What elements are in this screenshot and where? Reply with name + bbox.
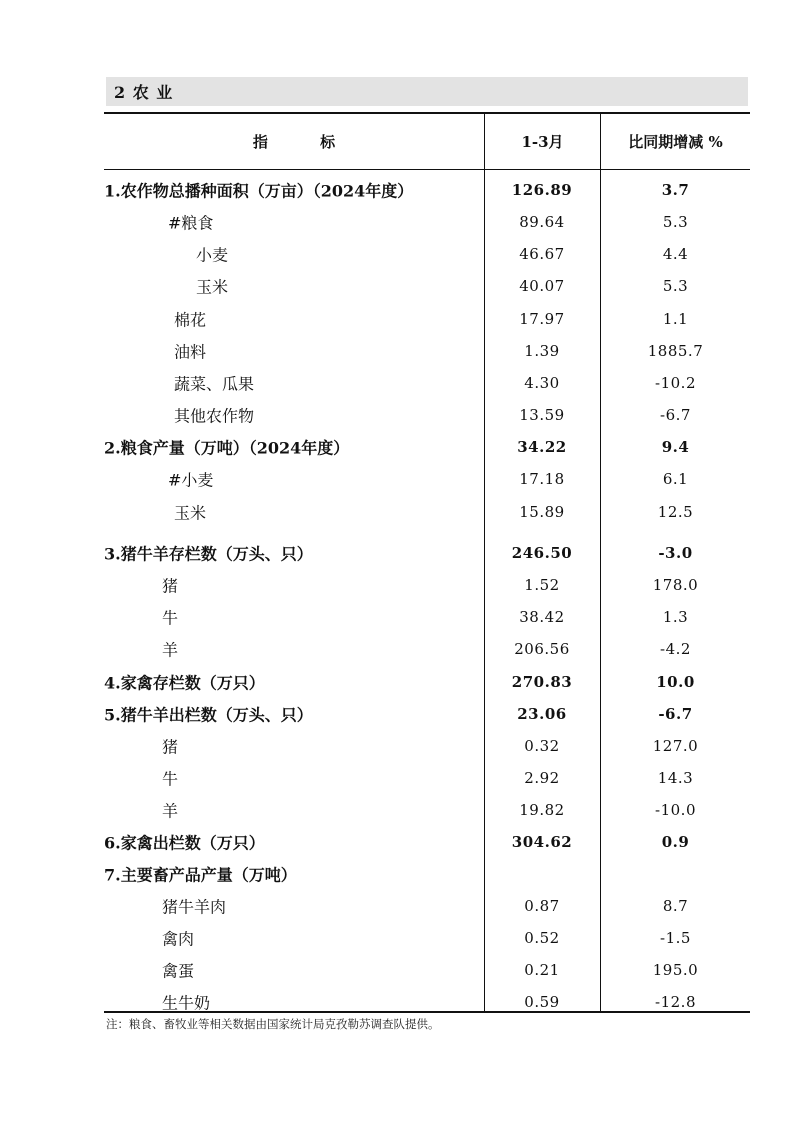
row-label: 其他农作物 xyxy=(174,406,255,426)
row-value-yoy-change: 9.4 xyxy=(661,438,690,456)
row-label: 2.粮食产量（万吨）（2024年度） xyxy=(104,438,350,458)
table-row xyxy=(104,399,750,431)
row-value-1-3-month: 0.21 xyxy=(524,961,560,979)
row-value-1-3-month: 17.18 xyxy=(519,470,565,488)
row-value-1-3-month: 23.06 xyxy=(517,705,567,723)
row-label: 3.猪牛羊存栏数（万头、只） xyxy=(104,544,313,564)
row-value-1-3-month: 4.30 xyxy=(524,374,560,392)
table-row xyxy=(104,303,750,335)
table-row xyxy=(104,270,750,302)
row-value-1-3-month: 270.83 xyxy=(511,673,573,691)
row-value-yoy-change: -10.2 xyxy=(655,374,696,392)
row-value-1-3-month: 246.50 xyxy=(511,544,573,562)
row-value-yoy-change: 1885.7 xyxy=(647,342,704,360)
row-value-yoy-change: -1.5 xyxy=(660,929,691,947)
table-row xyxy=(104,858,750,890)
row-value-1-3-month: 126.89 xyxy=(511,181,573,199)
row-label: 牛 xyxy=(162,769,179,789)
row-label: 玉米 xyxy=(174,503,207,523)
section-title-bar xyxy=(106,77,748,106)
table-row xyxy=(104,367,750,399)
row-label: 油料 xyxy=(174,342,207,362)
row-value-1-3-month: 0.59 xyxy=(524,993,560,1011)
row-label: #小麦 xyxy=(168,470,214,490)
row-label: 4.家禽存栏数（万只） xyxy=(104,673,265,693)
row-value-yoy-change: 3.7 xyxy=(661,181,690,199)
row-value-1-3-month: 34.22 xyxy=(517,438,567,456)
row-value-yoy-change: 6.1 xyxy=(662,470,689,488)
table-row xyxy=(104,698,750,730)
row-value-yoy-change: -6.7 xyxy=(658,705,693,723)
header-indicator: 指 标 xyxy=(252,133,336,151)
row-value-1-3-month: 19.82 xyxy=(519,801,565,819)
footnote: 注：粮食、畜牧业等相关数据由国家统计局克孜勒苏调查队提供。 xyxy=(106,1017,440,1031)
row-label: 1.农作物总播种面积（万亩）（2024年度） xyxy=(104,181,414,201)
row-value-yoy-change: 178.0 xyxy=(652,576,699,594)
table-row xyxy=(104,335,750,367)
table-row xyxy=(104,666,750,698)
table-row xyxy=(104,730,750,762)
row-value-yoy-change: -6.7 xyxy=(660,406,691,424)
table-row xyxy=(104,890,750,922)
row-value-yoy-change: -10.0 xyxy=(655,801,696,819)
table-row xyxy=(104,954,750,986)
section-title: 2 农 业 xyxy=(114,83,174,102)
row-value-1-3-month: 15.89 xyxy=(519,503,565,521)
row-value-1-3-month: 40.07 xyxy=(519,277,565,295)
row-value-yoy-change: 12.5 xyxy=(657,503,694,521)
table-row xyxy=(104,986,750,1018)
row-value-1-3-month: 1.52 xyxy=(524,576,560,594)
row-value-yoy-change: 5.3 xyxy=(662,277,689,295)
header-yoy-change: 比同期增减 % xyxy=(628,133,723,151)
row-label: 禽肉 xyxy=(162,929,195,949)
row-value-yoy-change: -4.2 xyxy=(660,640,691,658)
row-label: #粮食 xyxy=(168,213,214,233)
row-label: 羊 xyxy=(162,801,179,821)
row-value-yoy-change: -12.8 xyxy=(655,993,696,1011)
row-value-yoy-change: 10.0 xyxy=(656,673,695,691)
row-value-yoy-change: -3.0 xyxy=(658,544,693,562)
row-label: 羊 xyxy=(162,640,179,660)
row-value-1-3-month: 304.62 xyxy=(511,833,573,851)
row-label: 6.家禽出栏数（万只） xyxy=(104,833,265,853)
row-label: 5.猪牛羊出栏数（万头、只） xyxy=(104,705,313,725)
row-value-yoy-change: 8.7 xyxy=(662,897,689,915)
row-value-1-3-month: 13.59 xyxy=(519,406,565,424)
table-row xyxy=(104,569,750,601)
row-value-yoy-change: 195.0 xyxy=(652,961,699,979)
row-value-1-3-month: 46.67 xyxy=(519,245,565,263)
table-row xyxy=(104,762,750,794)
table-row xyxy=(104,174,750,206)
row-label: 玉米 xyxy=(196,277,229,297)
row-value-yoy-change: 1.3 xyxy=(662,608,689,626)
row-label: 棉花 xyxy=(174,310,207,330)
row-value-1-3-month: 38.42 xyxy=(519,608,565,626)
table-row xyxy=(104,206,750,238)
table-row xyxy=(104,496,750,528)
row-label: 生牛奶 xyxy=(162,993,211,1013)
row-value-yoy-change: 0.9 xyxy=(661,833,690,851)
row-value-1-3-month: 1.39 xyxy=(524,342,560,360)
row-label: 禽蛋 xyxy=(162,961,195,981)
table-row xyxy=(104,601,750,633)
row-label: 猪 xyxy=(162,737,179,757)
row-value-yoy-change: 14.3 xyxy=(657,769,694,787)
row-value-1-3-month: 17.97 xyxy=(519,310,565,328)
table-row xyxy=(104,633,750,665)
table-row xyxy=(104,826,750,858)
row-label: 猪 xyxy=(162,576,179,596)
table-row xyxy=(104,537,750,569)
row-value-1-3-month: 0.52 xyxy=(524,929,560,947)
row-value-yoy-change: 4.4 xyxy=(662,245,689,263)
table-row xyxy=(104,794,750,826)
row-label: 猪牛羊肉 xyxy=(162,897,227,917)
table-row xyxy=(104,463,750,495)
table-row xyxy=(104,238,750,270)
row-value-1-3-month: 0.32 xyxy=(524,737,560,755)
row-label: 小麦 xyxy=(196,245,229,265)
row-value-1-3-month: 89.64 xyxy=(519,213,565,231)
row-label: 7.主要畜产品产量（万吨） xyxy=(104,865,297,885)
row-value-1-3-month: 206.56 xyxy=(514,640,570,658)
table-row xyxy=(104,922,750,954)
row-label: 蔬菜、瓜果 xyxy=(174,374,255,394)
row-value-yoy-change: 1.1 xyxy=(662,310,689,328)
row-label: 牛 xyxy=(162,608,179,628)
header-period: 1-3月 xyxy=(521,133,564,151)
row-value-1-3-month: 0.87 xyxy=(524,897,560,915)
table-row xyxy=(104,431,750,463)
row-value-yoy-change: 5.3 xyxy=(662,213,689,231)
row-value-1-3-month: 2.92 xyxy=(524,769,560,787)
row-value-yoy-change: 127.0 xyxy=(652,737,699,755)
